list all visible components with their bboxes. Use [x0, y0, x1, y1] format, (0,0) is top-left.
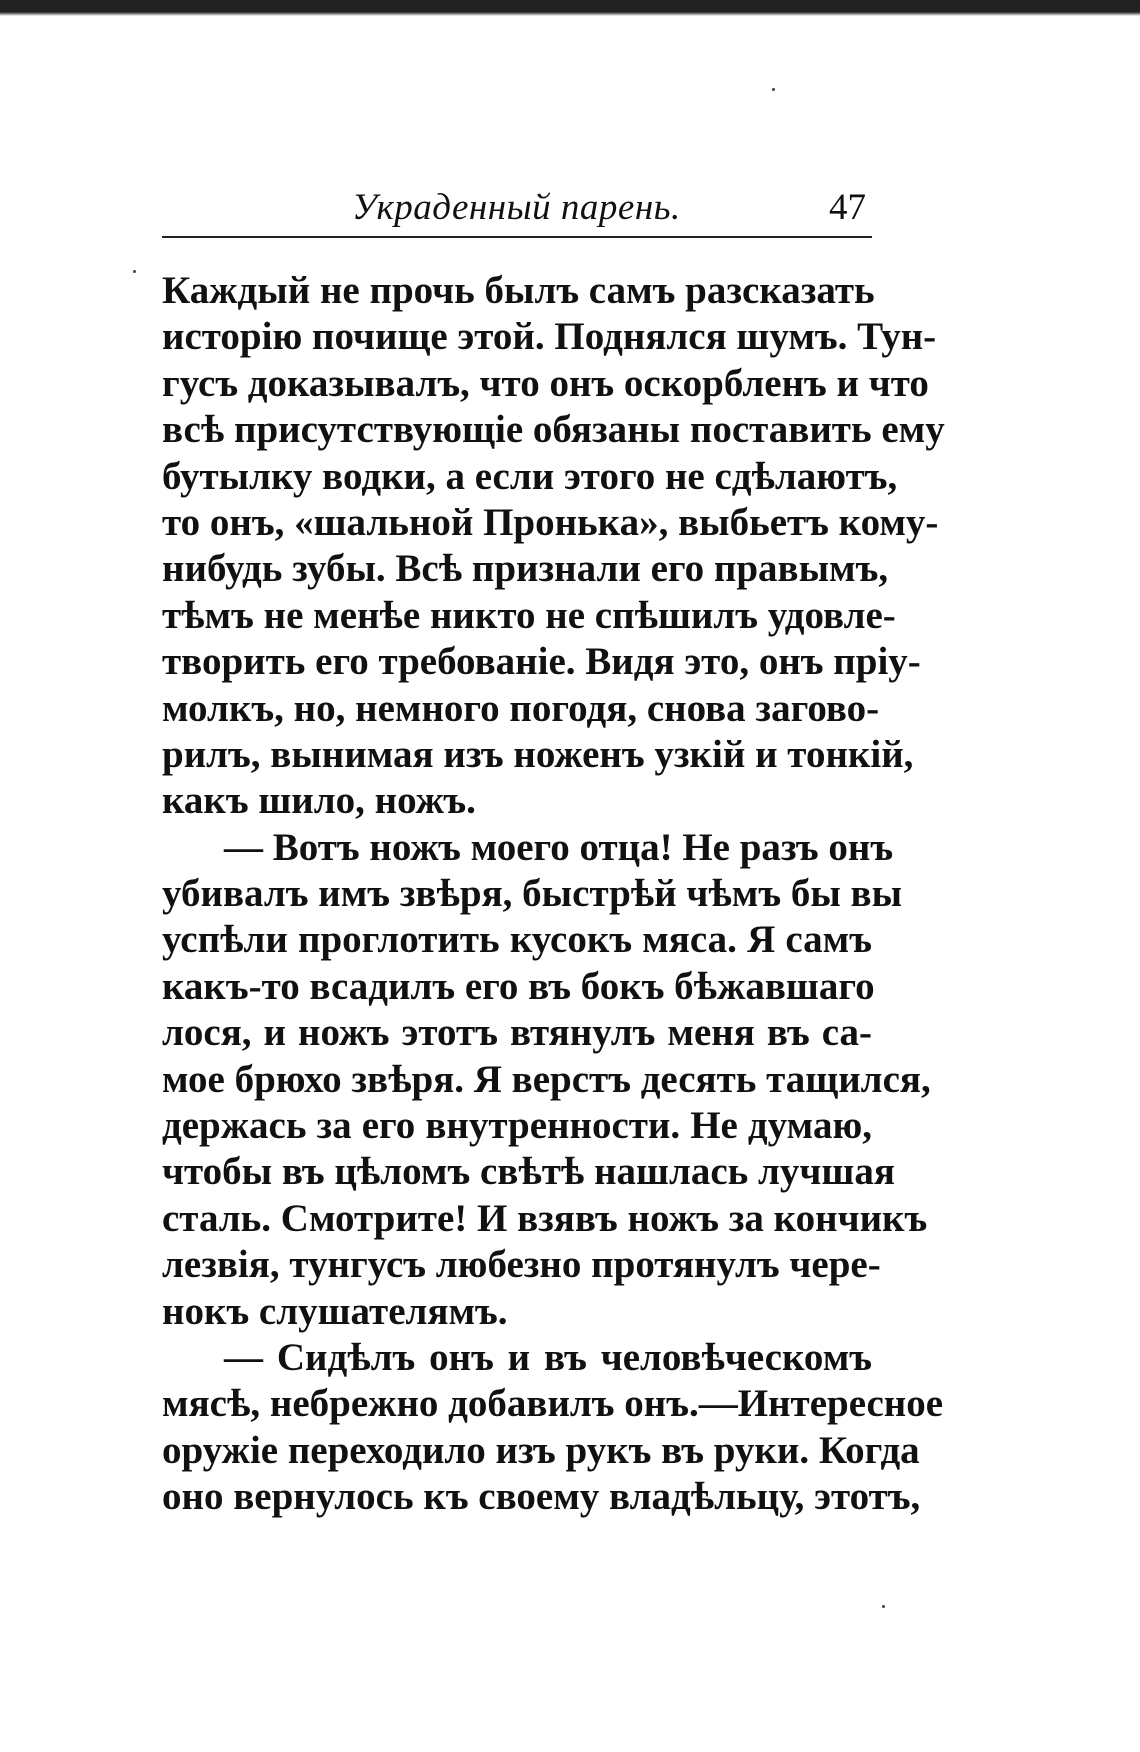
print-speck — [772, 88, 775, 91]
top-edge-rule — [0, 0, 1140, 16]
text-line: — Сидѣлъ онъ и въ человѣческомъ — [224, 1335, 872, 1379]
text-line: успѣли проглотить кусокъ мяса. Я самъ — [162, 918, 872, 962]
text-line: молкъ, но, немного погодя, снова загово- — [162, 686, 880, 730]
print-speck — [133, 270, 136, 273]
text-line: — Вотъ ножъ моего отца! Не разъ онъ — [224, 825, 894, 869]
text-line: нибудь зубы. Всѣ признали его правымъ, — [162, 547, 889, 591]
text-line: исторію почище этой. Поднялся шумъ. Тун- — [162, 315, 937, 359]
text-line: какъ шило, ножъ. — [162, 779, 476, 823]
body-text — [162, 268, 945, 1521]
text-line: оно вернулось къ своему владѣльцу, этотъ, — [162, 1475, 921, 1519]
text-line: то онъ, «шальной Пронька», выбьетъ кому- — [162, 500, 939, 544]
text-line: Каждый не прочь былъ самъ разсказать — [162, 269, 875, 312]
text-line: мое брюхо звѣря. Я верстъ десять тащился, — [162, 1057, 931, 1101]
text-line: сталь. Смотрите! И взявъ ножъ за кончикъ — [162, 1196, 928, 1240]
text-line: мясѣ, небрежно добавилъ онъ.—Интересное — [162, 1382, 944, 1426]
running-title: Украденный парень. — [352, 187, 681, 228]
book-page — [162, 180, 945, 1521]
text-line: оружіе переходило изъ рукъ въ руки. Когда — [162, 1428, 920, 1472]
text-line: гусъ доказывалъ, что онъ оскорбленъ и что — [162, 361, 929, 405]
paragraph — [162, 268, 945, 825]
text-line: тѣмъ не менѣе никто не спѣшилъ удовле- — [162, 593, 896, 637]
text-line: какъ-то всадилъ его въ бокъ бѣжавшаго — [162, 964, 875, 1008]
print-speck — [882, 1605, 885, 1608]
running-head — [162, 180, 872, 238]
text-line: всѣ присутствующіе обязаны поставить ему — [162, 408, 945, 452]
paragraph — [162, 1335, 944, 1521]
text-line: нокъ слушателямъ. — [162, 1289, 508, 1333]
text-line: чтобы въ цѣломъ свѣтѣ нашлась лучшая — [162, 1150, 895, 1194]
text-line: рилъ, вынимая изъ ноженъ узкій и тонкій, — [162, 732, 914, 776]
text-line: лезвія, тунгусъ любезно протянулъ чере- — [162, 1243, 881, 1287]
text-line: творить его требованіе. Видя это, онъ пріу- — [162, 640, 921, 684]
text-line: лося, и ножъ этотъ втянулъ меня въ са- — [162, 1011, 872, 1055]
text-line: держась за его внутренности. Не думаю, — [162, 1104, 872, 1148]
text-line: бутылку водки, а если этого не сдѣлаютъ, — [162, 454, 898, 498]
text-line: убивалъ имъ звѣря, быстрѣй чѣмъ бы вы — [162, 872, 903, 916]
page-number: 47 — [829, 187, 866, 228]
paragraph — [162, 825, 931, 1335]
